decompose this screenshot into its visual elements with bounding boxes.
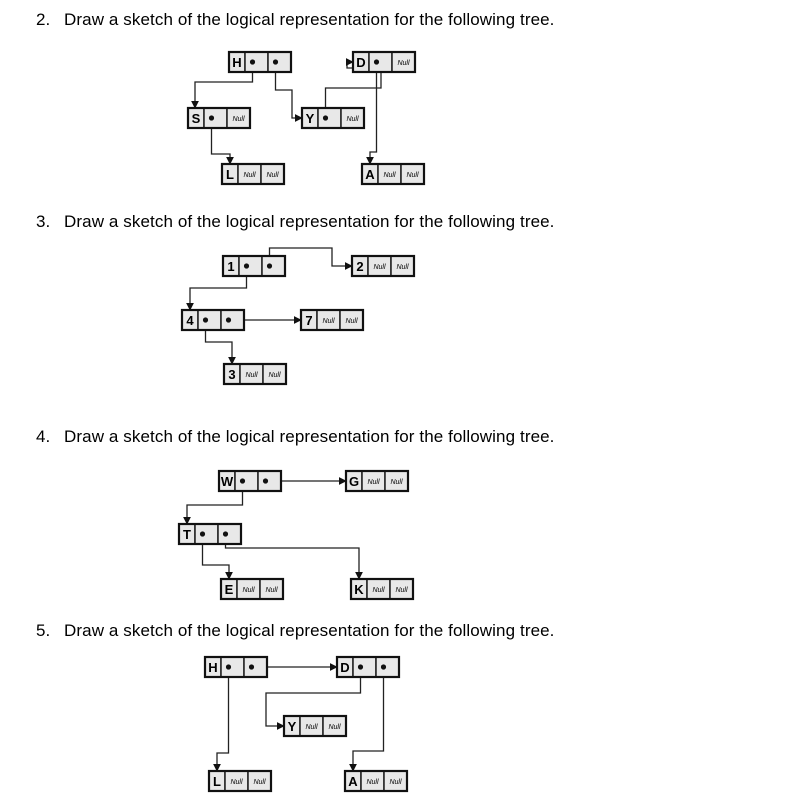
node-key: H <box>208 660 218 675</box>
right-null-label: Null <box>253 779 266 786</box>
tree-node <box>337 657 399 677</box>
left-pointer-dot <box>244 263 249 268</box>
right-null-label: Null <box>395 587 408 594</box>
tree-node <box>179 524 241 544</box>
right-null-label: Null <box>266 172 279 179</box>
right-null-label: Null <box>346 116 359 123</box>
left-null-label: Null <box>242 587 255 594</box>
left-null-label: Null <box>373 264 386 271</box>
tree-node <box>353 52 415 72</box>
left-pointer-cell <box>204 108 227 128</box>
left-pointer-dot <box>209 115 214 120</box>
node-key: Y <box>287 719 297 734</box>
left-pointer-dot <box>200 531 205 536</box>
left-null-label: Null <box>383 172 396 179</box>
left-pointer-cell <box>245 52 268 72</box>
left-pointer-dot <box>203 317 208 322</box>
left-null-label: Null <box>243 172 256 179</box>
pointer-edge <box>217 667 229 771</box>
left-pointer-cell <box>239 256 262 276</box>
right-null-label: Null <box>389 779 402 786</box>
right-pointer-dot <box>263 478 268 483</box>
left-null-label: Null <box>366 779 379 786</box>
right-null-label: Null <box>397 60 410 67</box>
right-pointer-dot <box>273 59 278 64</box>
node-key: A <box>365 167 375 182</box>
tree-node <box>284 716 346 736</box>
right-pointer-cell <box>244 657 267 677</box>
left-null-label: Null <box>367 479 380 486</box>
question-number: 4. <box>36 427 51 446</box>
node-key: E <box>224 582 234 597</box>
tree-node <box>302 108 364 128</box>
tree-node <box>346 471 408 491</box>
left-pointer-dot <box>250 59 255 64</box>
question-text: Draw a sketch of the logical representation for the following tree. <box>64 427 555 446</box>
tree-node <box>301 310 363 330</box>
node-key: Y <box>305 111 315 126</box>
node-key: D <box>340 660 350 675</box>
question-number: 5. <box>36 621 51 640</box>
tree-node <box>222 164 284 184</box>
right-null-label: Null <box>328 724 341 731</box>
right-null-label: Null <box>406 172 419 179</box>
tree-node <box>205 657 267 677</box>
question-number: 3. <box>36 212 51 231</box>
tree-node <box>352 256 414 276</box>
question-number: 2. <box>36 10 51 29</box>
right-null-label: Null <box>232 116 245 123</box>
tree-node <box>209 771 271 791</box>
left-pointer-cell <box>369 52 392 72</box>
left-null-label: Null <box>245 372 258 379</box>
node-key: 7 <box>305 313 313 328</box>
tree-node <box>229 52 291 72</box>
left-null-label: Null <box>322 318 335 325</box>
node-key: L <box>213 774 221 789</box>
tree-node <box>224 364 286 384</box>
left-null-label: Null <box>305 724 318 731</box>
tree-node <box>223 256 285 276</box>
right-null-label: Null <box>265 587 278 594</box>
right-pointer-dot <box>249 664 254 669</box>
question-text: Draw a sketch of the logical representation for the following tree. <box>64 621 555 640</box>
right-pointer-cell <box>376 657 399 677</box>
tree-node <box>351 579 413 599</box>
node-key: L <box>226 167 234 182</box>
right-null-label: Null <box>345 318 358 325</box>
node-key: 2 <box>356 259 364 274</box>
right-pointer-dot <box>381 664 386 669</box>
left-pointer-cell <box>195 524 218 544</box>
question-text: Draw a sketch of the logical representation for the following tree. <box>64 212 555 231</box>
node-key: A <box>348 774 358 789</box>
node-key: D <box>356 55 366 70</box>
left-pointer-cell <box>198 310 221 330</box>
tree-node <box>362 164 424 184</box>
tree-node <box>221 579 283 599</box>
tree-node <box>345 771 407 791</box>
question-text: Draw a sketch of the logical representation for the following tree. <box>64 10 555 29</box>
left-pointer-cell <box>318 108 341 128</box>
left-null-label: Null <box>372 587 385 594</box>
right-pointer-dot <box>226 317 231 322</box>
node-key: S <box>191 111 201 126</box>
pointer-edge <box>370 62 377 164</box>
right-pointer-cell <box>268 52 291 72</box>
tree-node <box>219 471 281 491</box>
pointer-edge <box>226 534 360 579</box>
right-pointer-dot <box>267 263 272 268</box>
node-key: G <box>348 474 360 489</box>
left-pointer-dot <box>323 115 328 120</box>
node-key: T <box>183 527 191 542</box>
left-null-label: Null <box>230 779 243 786</box>
node-key: H <box>232 55 242 70</box>
right-pointer-cell <box>218 524 241 544</box>
left-pointer-dot <box>374 59 379 64</box>
right-pointer-dot <box>223 531 228 536</box>
right-null-label: Null <box>396 264 409 271</box>
left-pointer-cell <box>235 471 258 491</box>
node-key: 1 <box>227 259 235 274</box>
right-pointer-cell <box>258 471 281 491</box>
node-key: K <box>354 582 364 597</box>
right-null-label: Null <box>390 479 403 486</box>
right-pointer-cell <box>262 256 285 276</box>
pointer-edge <box>353 667 384 771</box>
node-key: 4 <box>186 313 194 328</box>
left-pointer-dot <box>240 478 245 483</box>
tree-node <box>188 108 250 128</box>
tree-node <box>182 310 244 330</box>
left-pointer-dot <box>358 664 363 669</box>
node-key: 3 <box>228 367 236 382</box>
right-null-label: Null <box>268 372 281 379</box>
right-pointer-cell <box>221 310 244 330</box>
left-pointer-dot <box>226 664 231 669</box>
left-pointer-cell <box>221 657 244 677</box>
node-key: W <box>220 474 234 489</box>
tree-nodes <box>179 52 424 791</box>
left-pointer-cell <box>353 657 376 677</box>
